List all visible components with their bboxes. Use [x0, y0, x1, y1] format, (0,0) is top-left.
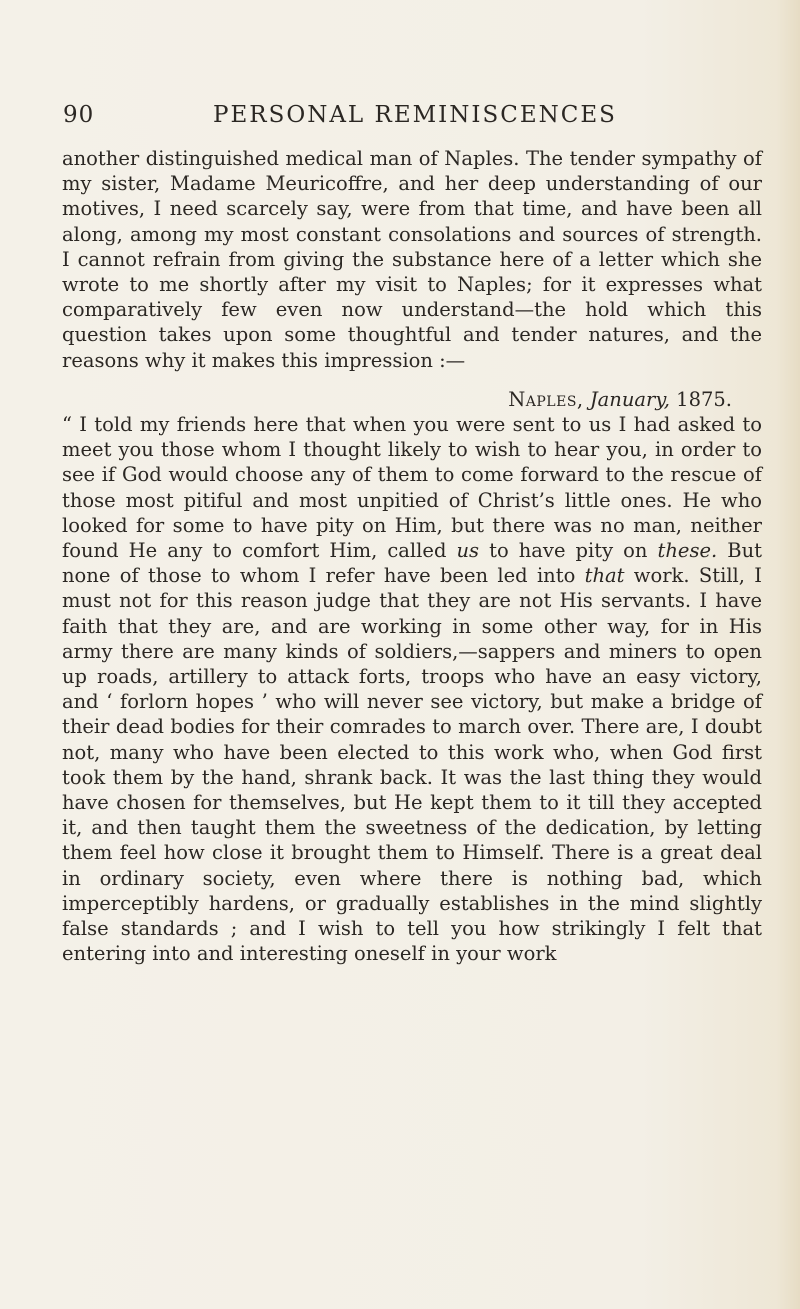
letter-place: Naples,: [508, 387, 584, 411]
running-title: PERSONAL REMINISCENCES: [213, 102, 617, 128]
intro-paragraph: another distinguished medical man of Naples. The tender sympathy of my sister, Madame Meuricoffre, and her deep understanding of our motives, I need scarcely say, were from that time, and have been all along, among my most constant consolations and sources of strength. I cannot refrain from giving the substance here of a letter which she wrote to me shortly after my visit to Naples; for it expresses what comparatively few even now understand—the hold which this question takes upon some thoughtful and tender natures, and the reasons why it makes this impression :—: [62, 147, 762, 372]
letter-emphasis: us: [456, 539, 480, 563]
page-number: 90: [63, 102, 95, 128]
letter-text: to have pity on: [479, 539, 658, 563]
body-text: [62, 146, 762, 967]
letter-text: But none of those to whom I refer have been led into: [62, 539, 762, 588]
letter-month: January,: [589, 387, 670, 411]
page-header: [63, 102, 763, 136]
letter-dateline: [62, 387, 762, 412]
letter-emphasis: these.: [657, 539, 718, 563]
letter-emphasis: that: [584, 564, 625, 588]
letter-text: work. Still, I must not for this reason judge that they are not His servants. I have faith that they are, and are working in some other way, for in His army there are many kinds of soldiers,—sappers and miners to open up roads, artillery to attack forts, troops who have an easy victory, and ‘ forlorn hopes ’ who will never see victory, but make a bridge of their dead bodies for their comrades to march over. There are, I doubt not, many who have been elected to this work who, when God first took them by the hand, shrank back. It was the last thing they would have chosen for themselves, but He kept them to it till they accepted it, and then taught them the sweetness of the dedication, by letting them feel how close it brought them to Himself. There is a great deal in ordinary society, even where there is nothing bad, which imperceptibly hardens, or gradually establishes in the mind slightly false standards ; and I wish to tell you how strikingly I felt that entering into and interesting oneself in your work: [62, 564, 763, 966]
letter-body: [62, 412, 762, 966]
letter-year: 1875.: [676, 387, 732, 411]
letter-text: “ I told my friends here that when you were sent to us I had asked to meet you those whom I thought likely to wish to hear you, in order to see if God would choose any of them to come forward to the rescue of those most pitiful and most unpitied of Christ’s little ones. He who looked for some to have pity on Him, but there was no man, neither found He any to comfort Him, called: [62, 413, 762, 563]
